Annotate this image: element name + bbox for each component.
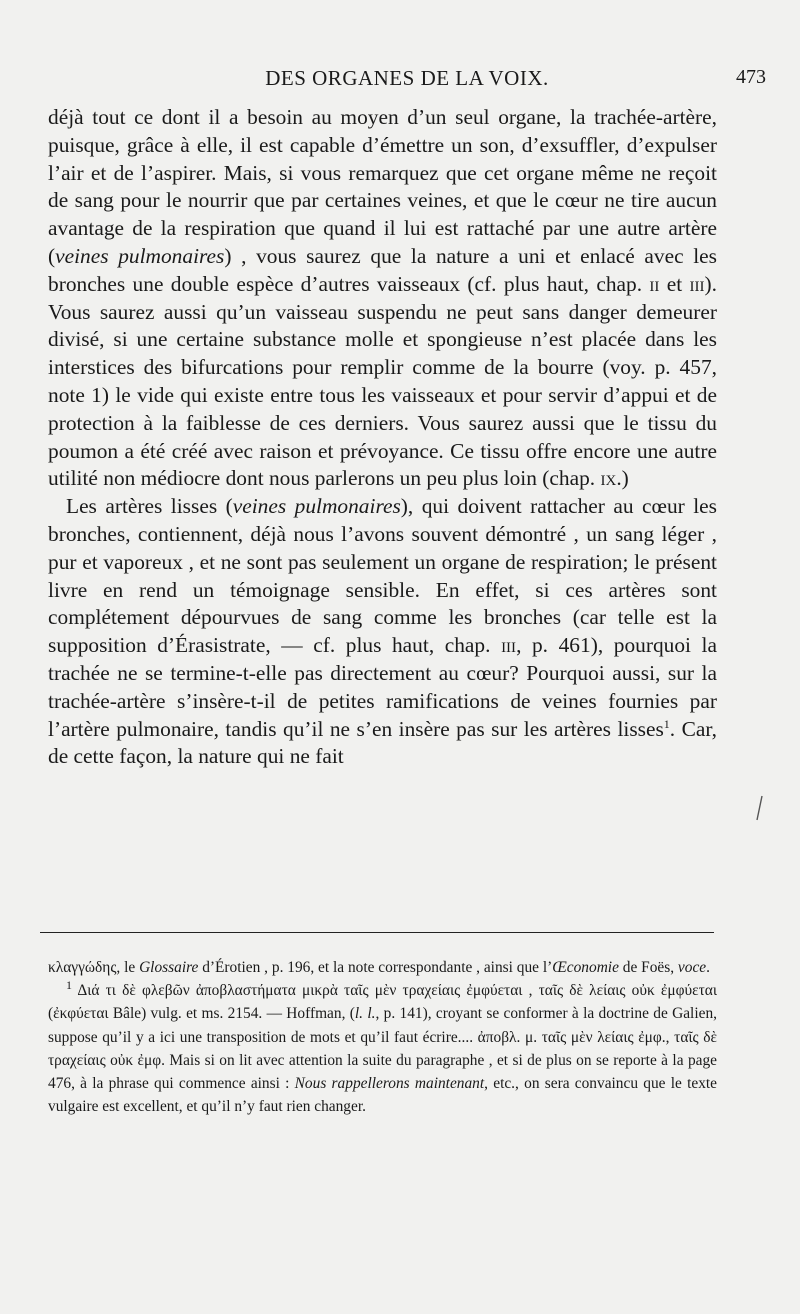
footnote-divider bbox=[40, 932, 714, 933]
paragraph: déjà tout ce dont il a besoin au moyen d’un seul organe, la trachée-artère, puisque, grâce à elle, il est capable d’émettre un son, d’exsuffler, d’expulser l’air et de l’aspirer. Mais, si vous remarquez que cet organe même ne reçoit de sang pour le nourrir que par certaines veines, et que le cœur ne tire aucun avantage de la respiration que quand il lui est rattaché par une autre artère (veines pulmonaires) , vous saurez que la nature a uni et enlacé avec les bronches une double espèce d’autres vaisseaux (cf. plus haut, chap. ii et iii). Vous saurez aussi qu’un vaisseau suspendu ne peut sans danger demeurer divisé, si une certaine substance molle et spongieuse n’est placée dans les interstices des bifurcations pour remplir comme de la bourre (voy. p. 457, note 1) le vide qui existe entre tous les vaisseaux et pour servir d’appui et de protection à la faiblesse de ces derniers. Vous saurez aussi que le tissu du poumon a été créé avec raison et prévoyance. Ce tissu offre encore une autre utilité non médiocre dont nous parlerons un peu plus loin (chap. ix.) bbox=[48, 105, 718, 491]
footnote-1: $^1$ Διά τι δὲ φλεβῶν ἀποβλαστήματα μικρὰ ταῖς μὲν τραχείαις ἐμφύεται , ταῖς δὲ λείαις οὐκ ἐμφύεται (ἐκφύεται Bâle) vulg. et ms. 2154. — Hoffman, (l. l., p. 141), croyant se conformer à la doctrine de Galien, suppose qu’il y a ici une transposition de mots et qu’il faut écrire.... ἀποβλ. μ. ταῖς μὲν λείαις ἐμφ., ταῖς δὲ τραχείαις οὐκ ἐμφ. Mais si on lit avec attention la suite du paragraphe , et si de plus on se reporte à la page 476, à la phrase qui commence ainsi : Nous rappellerons maintenant, etc., on sera convaincu que le texte vulgaire est excellent, et qu’il n’y faut rien changer. bbox=[48, 978, 717, 1116]
roman-numeral: iii bbox=[689, 271, 705, 296]
paragraph: Les artères lisses (veines pulmonaires), qui doivent rattacher au cœur les bronches, contiennent, déjà nous l’avons souvent démontré , un sang léger , pur et vaporeux , et ne sont pas seulement un organe de respiration; le présent livre en rend un témoignage sensible. En effet, si ces artères sont complétement dépourvues de sang comme les bronches (car telle est la supposition d’Érasistrate, — cf. plus haut, chap. iii, p. 461), pourquoi la trachée ne se termine-t-elle pas directement au cœur? Pourquoi aussi, sur la trachée-artère s’insère-t-il de petites ramifications de veines fournies par l’artère pulmonaire, tandis qu’il ne s’en insère pas sur les artères lisses$^1$. Car, de cette façon, la nature qui ne fait bbox=[48, 494, 718, 769]
page-number: 473 bbox=[736, 66, 766, 88]
roman-numeral: ix bbox=[600, 466, 617, 491]
italic-term: veines pulmonaires bbox=[55, 243, 225, 268]
page-header bbox=[48, 66, 766, 96]
main-text bbox=[48, 104, 717, 771]
roman-numeral: ii bbox=[649, 271, 660, 296]
footnotes bbox=[48, 956, 717, 1118]
margin-pencil-mark bbox=[752, 794, 766, 822]
footnote-number: 1 bbox=[66, 978, 72, 993]
footnote-continuation: κλαγγώδης, le Glossaire d’Érotien , p. 196, et la note correspondante , ainsi que l’Œconomie de Foës, voce. bbox=[48, 959, 710, 976]
roman-numeral: iii bbox=[501, 633, 517, 658]
running-title: DES ORGANES DE LA VOIX. bbox=[265, 66, 549, 90]
footnote-marker: 1 bbox=[663, 716, 670, 731]
italic-term: veines pulmonaires bbox=[232, 494, 401, 519]
